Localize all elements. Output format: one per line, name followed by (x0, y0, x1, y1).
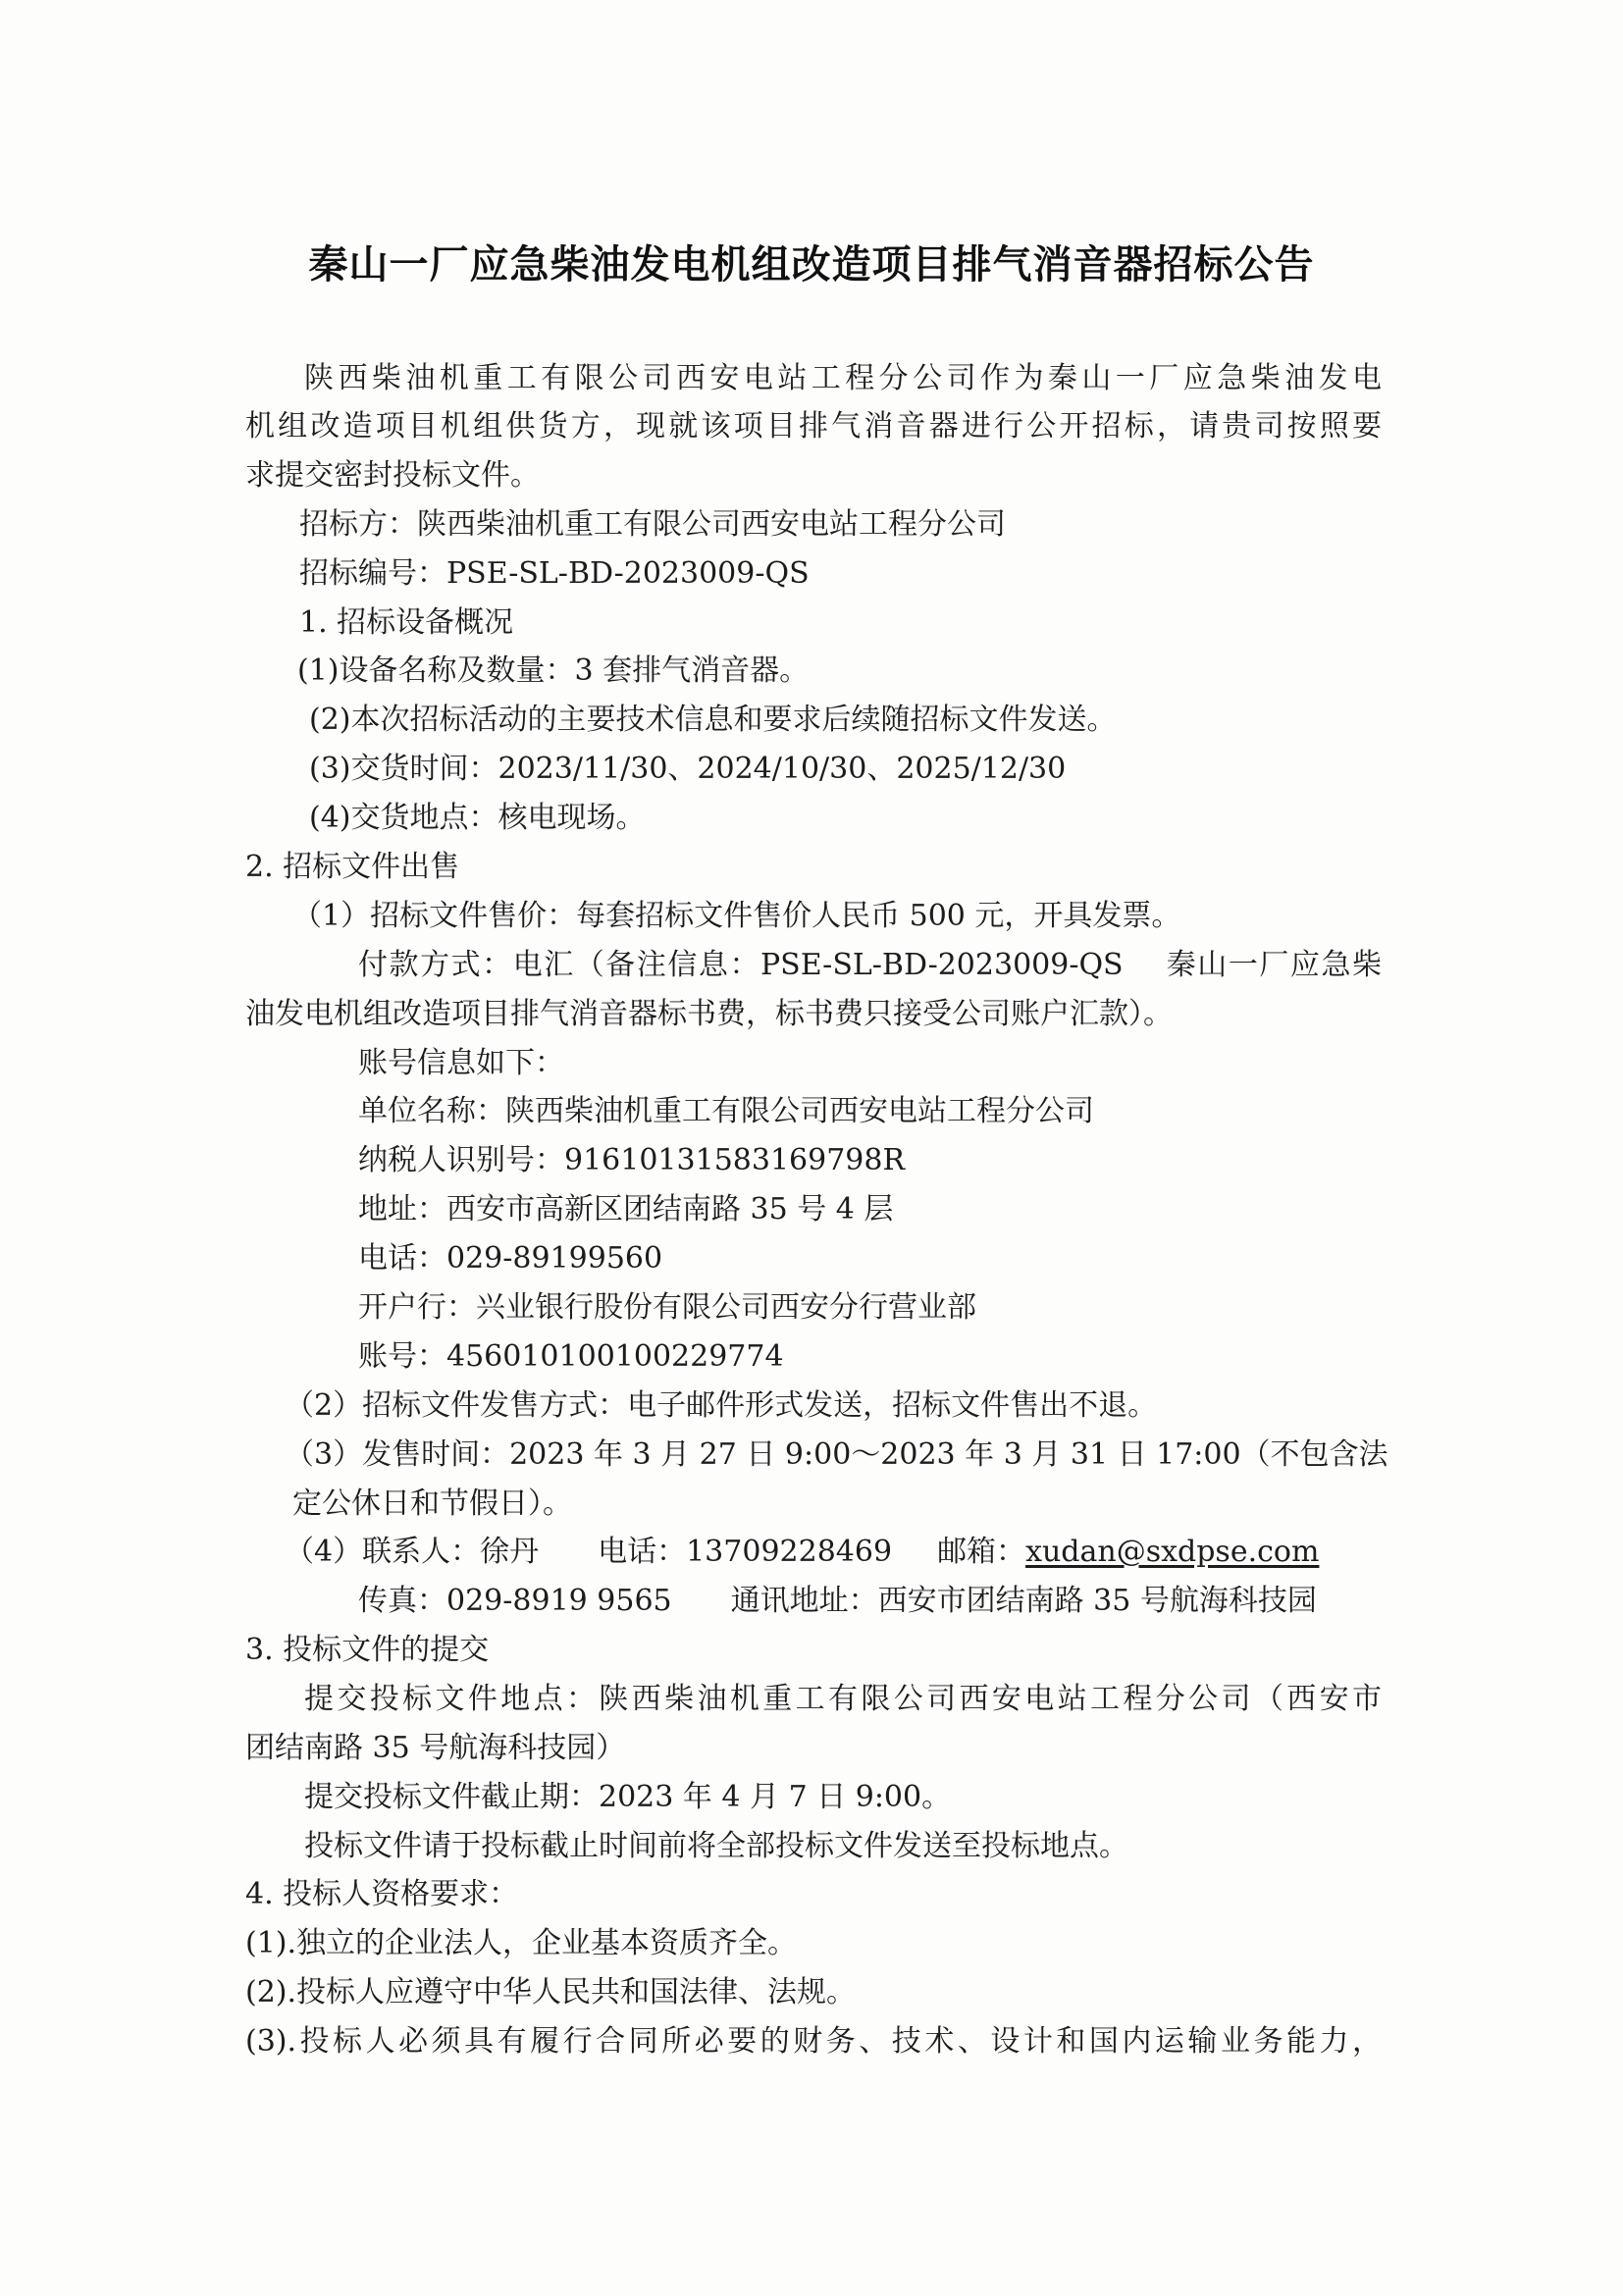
section-2-payment-line-1: 付款方式：电汇（备注信息：PSE-SL-BD-2023009-QS 秦山一厂应急柴 (358, 948, 1382, 982)
section-1-item-4: (4)交货地点：核电现场。 (309, 801, 646, 835)
tender-number: 招标编号：PSE-SL-BD-2023009-QS (299, 556, 810, 591)
section-2-sale-time-line-1: （3）发售时间：2023 年 3 月 27 日 9:00～2023 年 3 月 31 日 17:00（不包含法 (285, 1437, 1388, 1472)
account-company-name: 单位名称：陕西柴油机重工有限公司西安电站工程分公司 (358, 1094, 1094, 1128)
section-4-heading: 4. 投标人资格要求： (245, 1877, 519, 1911)
account-phone: 电话：029-89199560 (358, 1241, 663, 1276)
section-4-item-2: (2).投标人应遵守中华人民共和国法律、法规。 (245, 1975, 857, 2009)
contact-person: （4）联系人：徐丹 (285, 1535, 540, 1569)
section-2-sale-method: （2）招标文件发售方式：电子邮件形式发送，招标文件售出不退。 (285, 1388, 1158, 1423)
section-1-item-3: (3)交货时间：2023/11/30、2024/10/30、2025/12/30 (309, 752, 1067, 786)
contact-email-link[interactable]: xudan@sxdpse.com (1025, 1535, 1320, 1569)
intro-line-1: 陕西柴油机重工有限公司西安电站工程分公司作为秦山一厂应急柴油发电 (304, 361, 1382, 395)
section-3-place-line-2: 团结南路 35 号航海科技园） (245, 1731, 626, 1765)
account-bank: 开户行：兴业银行股份有限公司西安分行营业部 (358, 1290, 976, 1325)
section-4-item-3: (3).投标人必须具有履行合同所必要的财务、技术、设计和国内运输业务能力， (245, 2024, 1382, 2059)
document-title: 秦山一厂应急柴油发电机组改造项目排气消音器招标公告 (308, 242, 1315, 287)
contact-fax: 传真：029-8919 9565 (358, 1584, 672, 1618)
fax-row (358, 1582, 1317, 1621)
section-3-deadline: 提交投标文件截止期：2023 年 4 月 7 日 9:00。 (304, 1780, 952, 1814)
intro-line-2: 机组改造项目机组供货方，现就该项目排气消音器进行公开招标，请贵司按照要 (245, 409, 1382, 444)
intro-line-3: 求提交密封投标文件。 (245, 458, 540, 493)
section-3-place-line-1: 提交投标文件地点：陕西柴油机重工有限公司西安电站工程分公司（西安市 (304, 1682, 1382, 1716)
section-4-item-1: (1).独立的企业法人，企业基本资质齐全。 (245, 1926, 798, 1960)
section-1-heading: 1. 招标设备概况 (299, 605, 514, 640)
account-address: 地址：西安市高新区团结南路 35 号 4 层 (358, 1192, 894, 1226)
section-1-item-1: (1)设备名称及数量：3 套排气消音器。 (297, 653, 810, 688)
contact-address: 通讯地址：西安市团结南路 35 号航海科技园 (730, 1584, 1317, 1618)
account-tax-id: 纳税人识别号：91610131583169798R (358, 1143, 906, 1177)
section-2-payment-line-2: 油发电机组改造项目排气消音器标书费，标书费只接受公司账户汇款）。 (245, 997, 1173, 1031)
account-heading: 账号信息如下： (358, 1046, 564, 1080)
contact-row (285, 1533, 1319, 1572)
contact-phone: 电话：13709228469 (598, 1535, 893, 1569)
account-number: 账号：456010100100229774 (358, 1339, 784, 1374)
contact-email-label: 邮箱： (937, 1535, 1026, 1569)
section-3-heading: 3. 投标文件的提交 (245, 1633, 490, 1667)
section-1-item-2: (2)本次招标活动的主要技术信息和要求后续随招标文件发送。 (309, 703, 1117, 737)
tenderer: 招标方：陕西柴油机重工有限公司西安电站工程分公司 (299, 507, 1006, 542)
section-2-heading: 2. 招标文件出售 (245, 850, 460, 884)
section-2-price: （1）招标文件售价：每套招标文件售价人民币 500 元，开具发票。 (292, 899, 1181, 933)
section-3-note: 投标文件请于投标截止时间前将全部投标文件发送至投标地点。 (304, 1829, 1128, 1863)
section-2-sale-time-line-2: 定公休日和节假日）。 (292, 1487, 572, 1521)
